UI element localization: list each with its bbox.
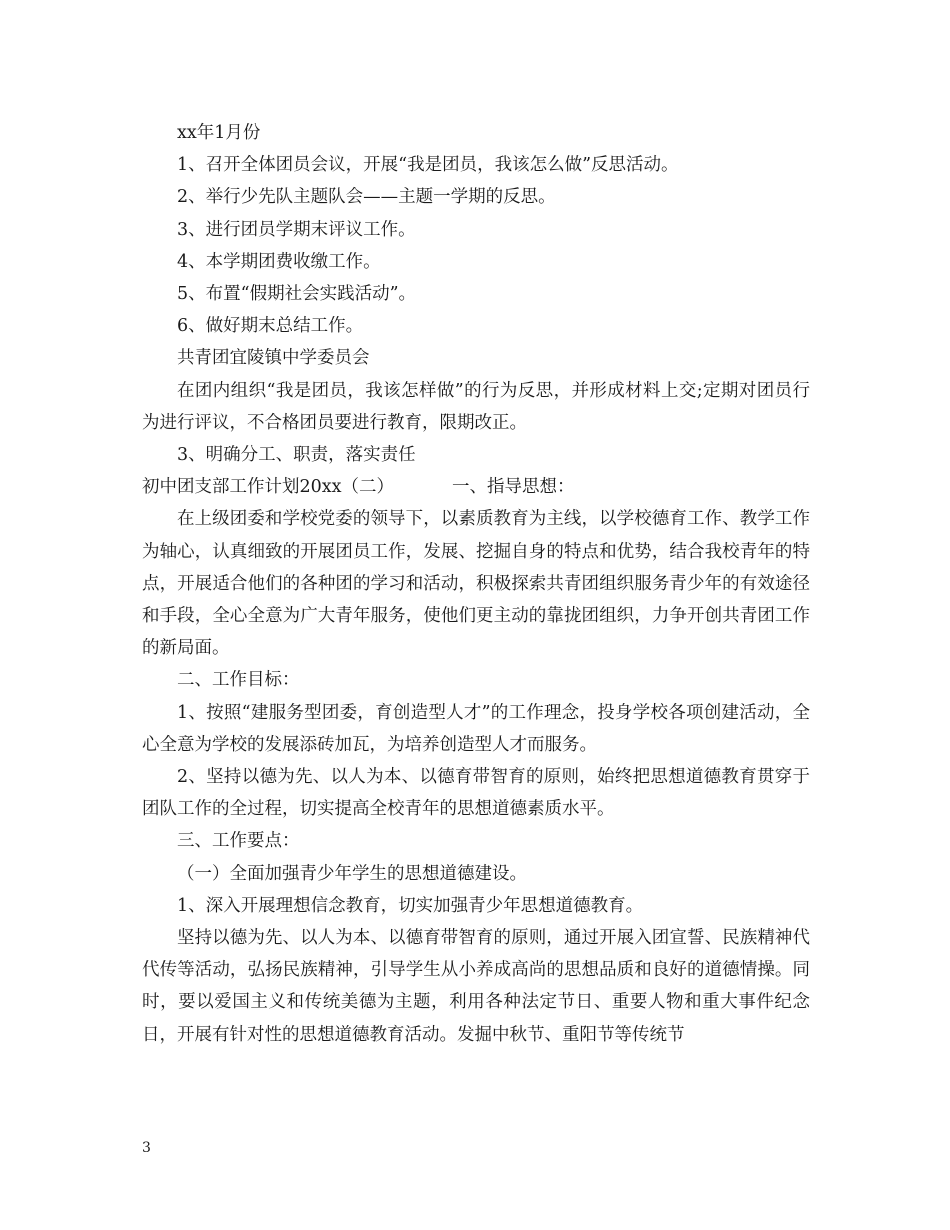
paragraph-item-2: 2、举行少先队主题队会——主题一学期的反思。: [177, 187, 556, 208]
page-number: 3: [142, 1140, 151, 1156]
paragraph-point-1-detail: 坚持以德为先、以人为本、以德育带智育的原则，通过开展入团宣誓、民族精神代代传等活动，弘扬民族精神，引导学生从小养成高尚的思想品质和良好的道德情操。同时，要以爱国主义和传统美德为主题，利用各种法定节日、重要人物和重大事件纪念日，开展有针对性的思想道德教育活动。发掘中秋节、重阳节等传统节: [142, 928, 810, 1045]
paragraph-organization: 共青团宜陵镇中学委员会: [177, 348, 370, 369]
paragraph-reflection: 在团内组织“我是团员，我该怎样做”的行为反思，并形成材料上交;定期对团员行为进行评议，不合格团员要进行教育，限期改正。: [142, 380, 810, 433]
paragraph-goal-1: 1、按照“建服务型团委，育创造型人才”的工作理念，投身学校各项创建活动，全心全意为学校的发展添砖加瓦，为培养创造型人才而服务。: [142, 702, 810, 755]
paragraph-point-1: 1、深入开展理想信念教育，切实加强青少年思想道德教育。: [177, 895, 644, 916]
paragraph-guiding-thought: 在上级团委和学校党委的领导下，以素质教育为主线，以学校德育工作、教学工作为轴心，认真细致的开展团员工作，发展、挖掘自身的特点和优势，结合我校青年的特点，开展适合他们的各种团的学习和活动，积极探索共青团组织服务青少年的有效途径和手段，全心全意为广大青年服务，使他们更主动的靠拢团组织，力争开创共青团工作的新局面。: [142, 509, 810, 659]
paragraph-item-4: 4、本学期团费收缴工作。: [177, 251, 381, 272]
paragraph-item-6: 6、做好期末总结工作。: [177, 316, 364, 337]
paragraph-goal-2: 2、坚持以德为先、以人为本、以德育带智育的原则，始终把思想道德教育贯穿于团队工作的全过程，切实提高全校青年的思想道德素质水平。: [142, 767, 810, 820]
paragraph-responsibility: 3、明确分工、职责，落实责任: [177, 445, 416, 466]
plan-title: 初中团支部工作计划20xx（二）: [142, 477, 395, 498]
section-work-goals: 二、工作目标：: [177, 670, 300, 691]
paragraph-item-1: 1、召开全体团员会议，开展“我是团员，我该怎么做”反思活动。: [177, 155, 679, 176]
plan-heading: [142, 471, 810, 503]
section-work-points: 三、工作要点：: [177, 831, 300, 852]
paragraph-item-3: 3、进行团员学期末评议工作。: [177, 219, 416, 240]
paragraph-date: xx年1月份: [177, 123, 261, 143]
subsection-moral-building: （一）全面加强青少年学生的思想道德建设。: [177, 863, 527, 884]
section-guiding-thought: 一、指导思想：: [452, 477, 575, 498]
paragraph-item-5: 5、布置“假期社会实践活动”。: [177, 284, 417, 305]
document-body: [142, 117, 810, 1051]
